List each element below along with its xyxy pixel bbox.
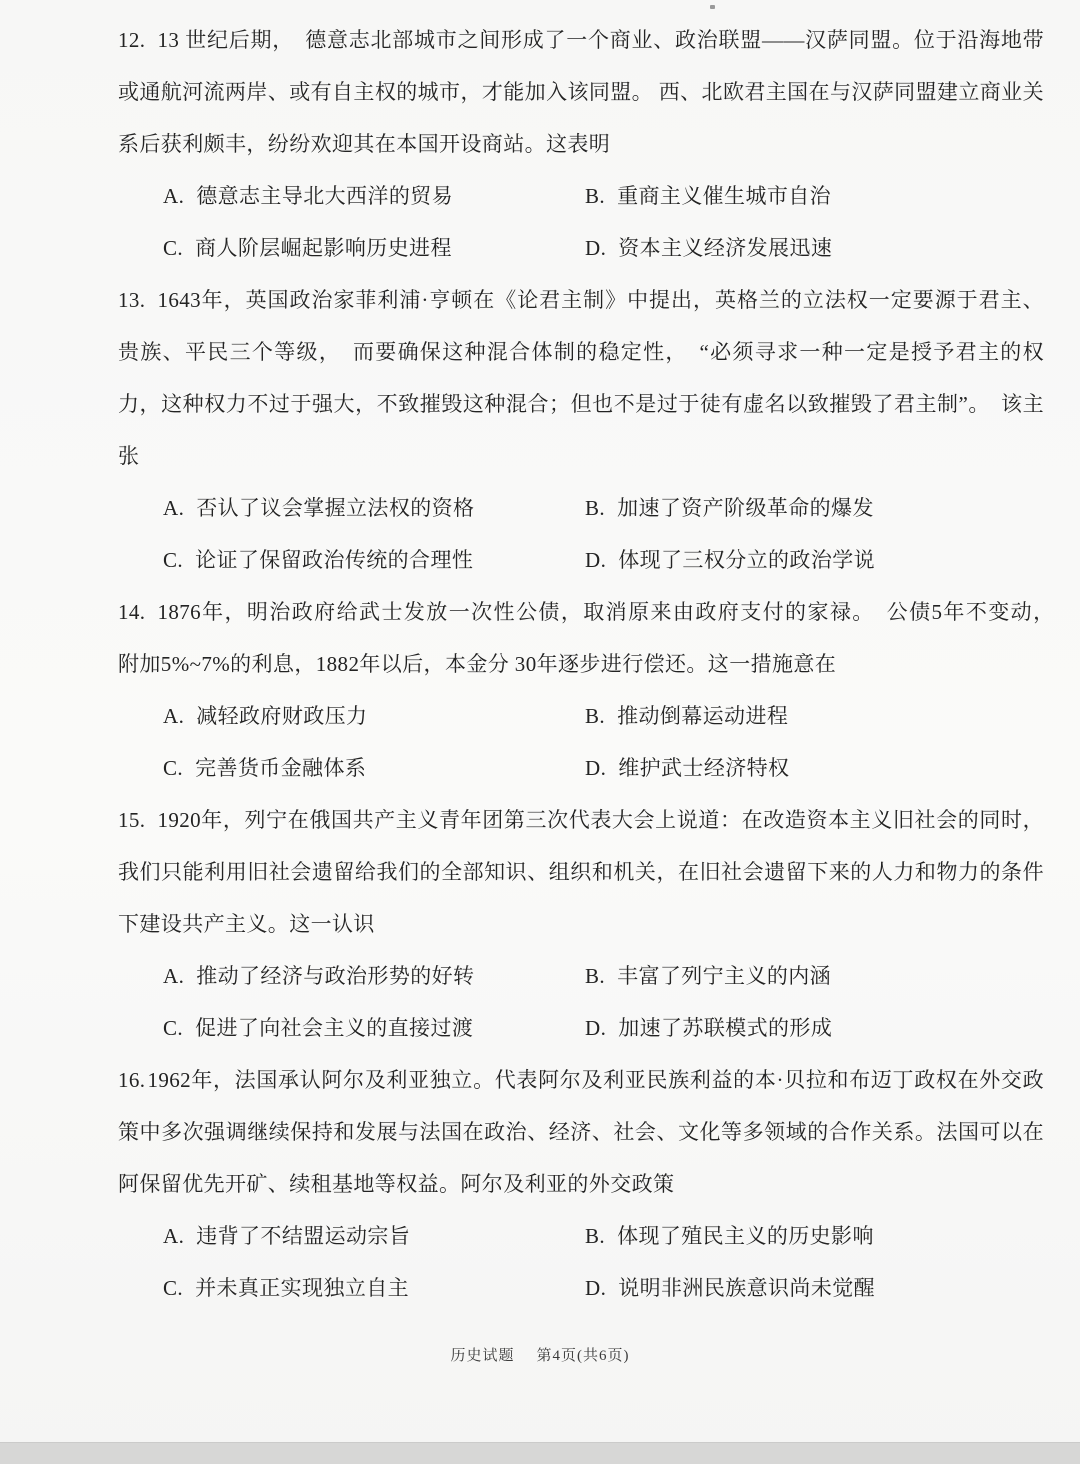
option-b <box>585 1210 1044 1262</box>
option-c <box>118 1002 585 1054</box>
option-label: C. <box>163 1016 184 1040</box>
question-stem <box>118 586 1066 690</box>
option-label: D. <box>585 1016 607 1040</box>
option-c <box>118 742 585 794</box>
option-d <box>585 1002 1044 1054</box>
question-stem-text: 1643年，英国政治家菲利浦·亨顿在《论君主制》中提出，英格兰的立法权一定要源于君主、 贵族、平民三个等级， 而要确保这种混合体制的稳定性， “必须寻求一种一定是授予君主的权力，这种权力不过于强大，不致摧毁这种混合；但也不是过于徒有虚名以致摧毁了君主制”。 该主张 <box>118 288 1044 468</box>
options-group <box>118 690 1044 794</box>
option-row <box>118 950 1044 1002</box>
footer-doc-title: 历史试题 <box>450 1348 515 1364</box>
option-label: B. <box>585 1224 606 1248</box>
question-stem-text: 1876年，明治政府给武士发放一次性公债，取消原来由政府支付的家禄。 公债5年不变动， 附加5%~7%的利息，1882年以后，本金分 30年逐步进行偿还。这一措施意在 <box>118 600 1066 676</box>
question-number: 12. <box>118 28 146 52</box>
option-b <box>585 482 1044 534</box>
option-label: A. <box>163 964 185 988</box>
option-label: C. <box>163 236 184 260</box>
option-text: 推动了经济与政治形势的好转 <box>196 964 475 988</box>
options-group <box>118 482 1044 586</box>
option-label: A. <box>163 1224 185 1248</box>
question-stem <box>118 794 1044 950</box>
option-label: A. <box>163 184 185 208</box>
option-label: A. <box>163 496 185 520</box>
option-a <box>118 690 585 742</box>
option-c <box>118 1262 585 1314</box>
question-stem-text: 1920年，列宁在俄国共产主义青年团第三次代表大会上说道：在改造资本主义旧社会的同时，我们只能利用旧社会遗留给我们的全部知识、组织和机关，在旧社会遗留下来的人力和物力的条件下建设共产主义。这一认识 <box>118 808 1044 936</box>
option-text: 德意志主导北大西洋的贸易 <box>196 184 454 208</box>
option-b <box>585 950 1044 1002</box>
option-label: A. <box>163 704 185 728</box>
option-label: C. <box>163 756 184 780</box>
option-d <box>585 742 1044 794</box>
option-text: 完善货币金融体系 <box>195 756 367 780</box>
option-text: 体现了三权分立的政治学说 <box>618 548 876 572</box>
question-number: 15. <box>118 808 146 832</box>
question-stem-text: 1962年，法国承认阿尔及利亚独立。代表阿尔及利亚民族利益的本·贝拉和布迈丁政权在外交政策中多次强调继续保持和发展与法国在政治、经济、社会、文化等多领域的合作关系。法国可以在阿保留优先开矿、续租基地等权益。阿尔及利亚的外交政策 <box>118 1068 1044 1196</box>
option-c <box>118 534 585 586</box>
option-row <box>118 170 1044 222</box>
question-14 <box>118 586 1066 794</box>
question-13 <box>118 274 1044 586</box>
option-row <box>118 690 1044 742</box>
page-footer <box>36 1344 1044 1365</box>
option-text: 商人阶层崛起影响历史进程 <box>195 236 452 260</box>
option-d <box>585 1262 1044 1314</box>
option-label: D. <box>585 1276 607 1300</box>
option-text: 否认了议会掌握立法权的资格 <box>196 496 475 520</box>
option-row <box>118 1262 1044 1314</box>
option-text: 违背了不结盟运动宗旨 <box>196 1224 411 1248</box>
question-number: 14. <box>118 600 146 624</box>
scan-edge-strip <box>0 1442 1080 1464</box>
question-16 <box>118 1054 1044 1314</box>
options-group <box>118 170 1044 274</box>
option-d <box>585 222 1044 274</box>
option-row <box>118 534 1044 586</box>
option-row <box>118 482 1044 534</box>
option-text: 体现了殖民主义的历史影响 <box>617 1224 874 1248</box>
option-label: B. <box>585 496 606 520</box>
option-a <box>118 170 585 222</box>
options-group <box>118 950 1044 1054</box>
option-text: 加速了资产阶级革命的爆发 <box>617 496 874 520</box>
option-text: 推动倒幕运动进程 <box>617 704 789 728</box>
question-stem-text: 13 世纪后期， 德意志北部城市之间形成了一个商业、政治联盟——汉萨同盟。位于沿海地带或通航河流两岸、或有自主权的城市，才能加入该同盟。 西、北欧君主国在与汉萨同盟建立商业关系后获利颇丰，纷纷欢迎其在本国开设商站。这表明 <box>118 28 1044 156</box>
option-text: 并未真正实现独立自主 <box>195 1276 410 1300</box>
option-label: D. <box>585 236 607 260</box>
question-stem <box>118 1054 1044 1210</box>
option-a <box>118 482 585 534</box>
option-b <box>585 690 1044 742</box>
option-text: 丰富了列宁主义的内涵 <box>617 964 832 988</box>
question-number: 13. <box>118 288 146 312</box>
option-b <box>585 170 1044 222</box>
option-row <box>118 742 1044 794</box>
option-label: B. <box>585 704 606 728</box>
option-label: C. <box>163 548 184 572</box>
question-12 <box>118 14 1044 274</box>
option-text: 维护武士经济特权 <box>618 756 790 780</box>
option-text: 促进了向社会主义的直接过渡 <box>195 1016 474 1040</box>
option-text: 重商主义催生城市自治 <box>617 184 832 208</box>
option-text: 论证了保留政治传统的合理性 <box>195 548 474 572</box>
option-label: B. <box>585 964 606 988</box>
question-stem <box>118 14 1044 170</box>
option-row <box>118 1210 1044 1262</box>
options-group <box>118 1210 1044 1314</box>
question-15 <box>118 794 1044 1054</box>
option-text: 加速了苏联模式的形成 <box>618 1016 833 1040</box>
option-text: 说明非洲民族意识尚未觉醒 <box>618 1276 876 1300</box>
option-text: 资本主义经济发展迅速 <box>618 236 833 260</box>
option-text: 减轻政府财政压力 <box>196 704 368 728</box>
option-label: C. <box>163 1276 184 1300</box>
question-stem <box>118 274 1044 482</box>
question-number: 16. <box>118 1068 146 1092</box>
option-d <box>585 534 1044 586</box>
option-row <box>118 222 1044 274</box>
option-c <box>118 222 585 274</box>
option-row <box>118 1002 1044 1054</box>
option-label: D. <box>585 756 607 780</box>
option-a <box>118 1210 585 1262</box>
scan-artifact-dot <box>710 5 715 9</box>
option-a <box>118 950 585 1002</box>
footer-page-number: 第4页(共6页) <box>536 1348 630 1364</box>
option-label: B. <box>585 184 606 208</box>
option-label: D. <box>585 548 607 572</box>
